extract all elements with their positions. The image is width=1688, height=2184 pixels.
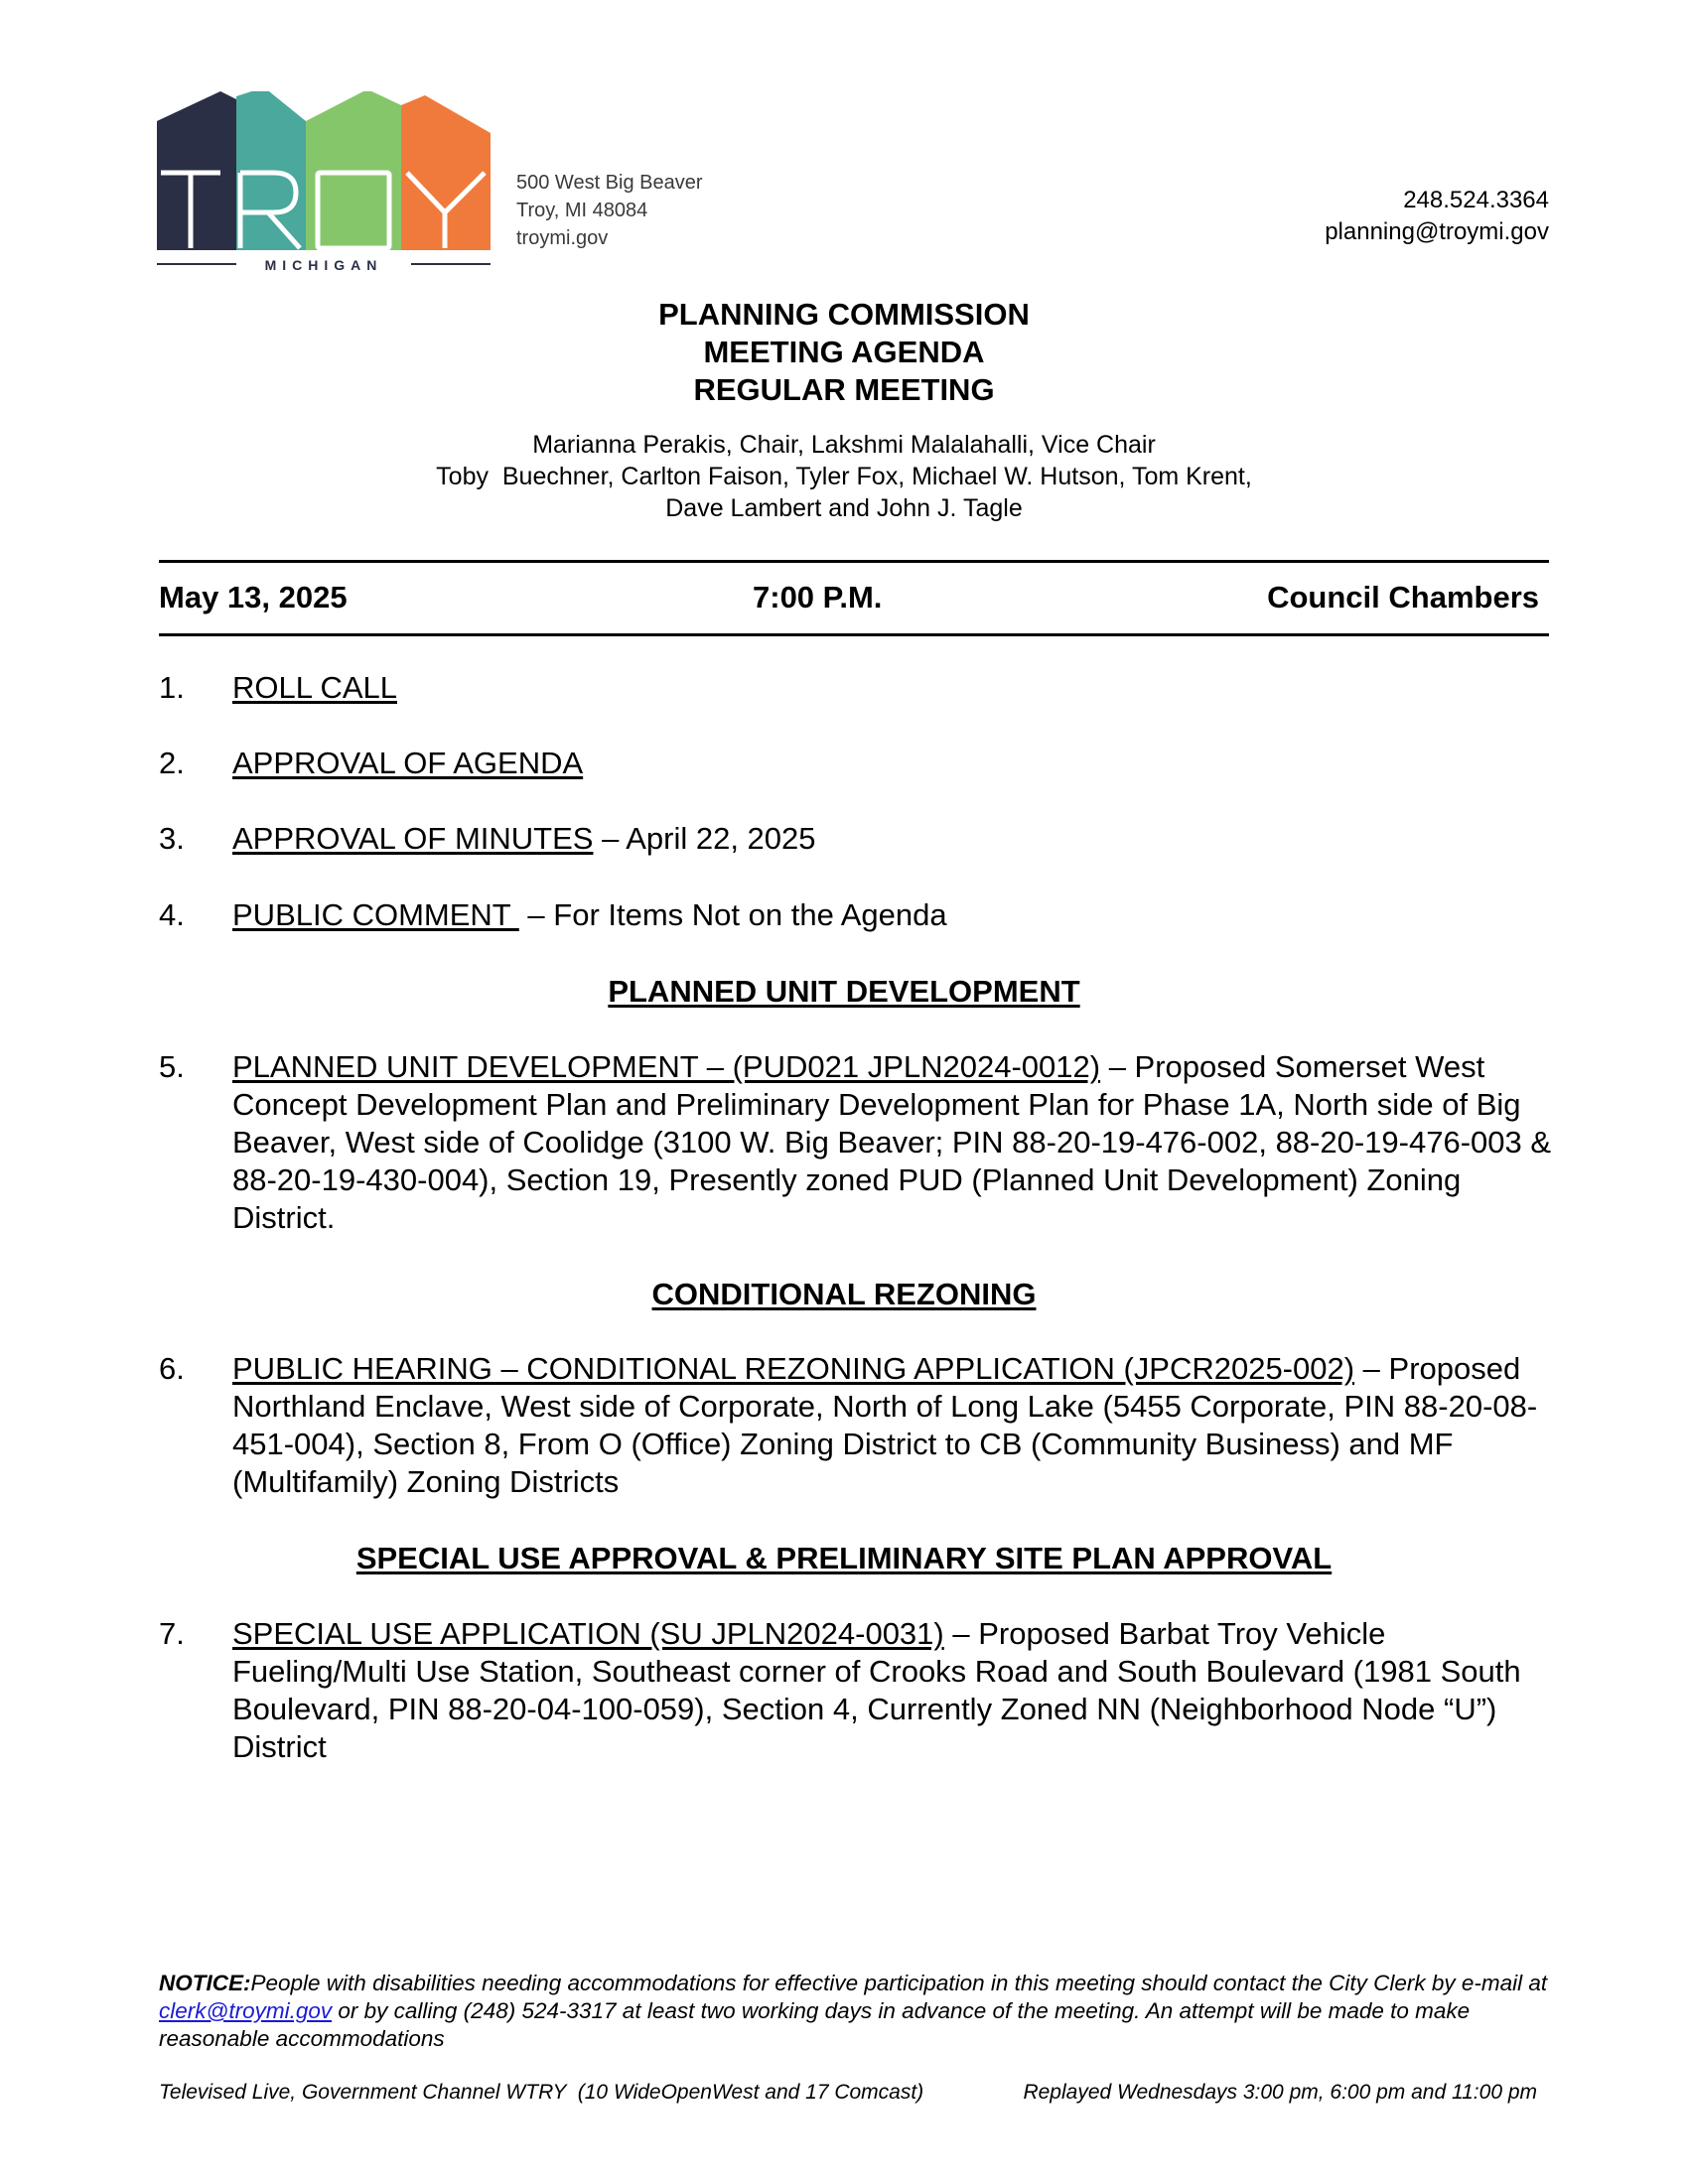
item-detail: – Proposed Somerset West Concept Development Plan and Preliminary Development Plan for Phase 1A, North side of Big Beaver, West side of Coolidge (3100 W. Big Beaver; PIN 88-20-19-476-002, 88-20-19-476-003 & 88-20-19-430-004), Section 19, Presently zoned PUD (Planned Unit Development) Zoning District. xyxy=(232,1049,1552,1235)
logo-sub-text: MICHIGAN xyxy=(264,257,383,273)
meeting-time: 7:00 P.M. xyxy=(753,580,883,614)
item-number: 6. xyxy=(159,1351,185,1386)
troy-logo xyxy=(157,91,491,275)
item-heading: PUBLIC COMMENT xyxy=(232,897,519,932)
item-number: 3. xyxy=(159,821,185,856)
contact-email: planning@troymi.gov xyxy=(1325,218,1549,245)
section-heading-pud: PLANNED UNIT DEVELOPMENT xyxy=(608,974,1080,1009)
accessibility-notice xyxy=(159,1970,1549,2053)
item-heading: APPROVAL OF AGENDA xyxy=(232,746,584,780)
title-line-2: MEETING AGENDA xyxy=(703,335,985,369)
item-number: 4. xyxy=(159,897,185,932)
members-line-1: Marianna Perakis, Chair, Lakshmi Malalahalli, Vice Chair xyxy=(532,431,1156,459)
meeting-info-row xyxy=(159,578,1539,617)
item-detail: – For Items Not on the Agenda xyxy=(518,897,947,932)
clerk-email-link[interactable]: clerk@troymi.gov xyxy=(159,1998,333,2023)
item-number: 5. xyxy=(159,1049,185,1084)
address-street: 500 West Big Beaver xyxy=(516,172,703,194)
item-heading: ROLL CALL xyxy=(232,670,397,705)
address-website: troymi.gov xyxy=(516,227,609,249)
item-detail: – Proposed Northland Enclave, West side of Corporate, North of Long Lake (5455 Corporate, PIN 88-20-08-451-004), Section 8, From O (Office) Zoning District to CB (Community Business) and MF (Multifamily) Zoning Districts xyxy=(232,1351,1538,1499)
members-line-3: Dave Lambert and John J. Tagle xyxy=(665,494,1023,522)
item-number: 1. xyxy=(159,670,185,705)
notice-text-2: or by calling (248) 524-3317 at least two working days in advance of the meeting. An attempt will be made to make reasonable accommodations xyxy=(159,1998,1471,2051)
troy-logo-graphic xyxy=(157,91,491,275)
item-heading: PUBLIC HEARING – CONDITIONAL REZONING APPLICATION (JPCR2025-002) xyxy=(232,1351,1355,1386)
item-heading: APPROVAL OF MINUTES xyxy=(232,821,594,856)
members-line-2: Toby Buechner, Carlton Faison, Tyler Fox, Michael W. Hutson, Tom Krent, xyxy=(436,463,1252,490)
contact-phone: 248.524.3364 xyxy=(1403,187,1549,213)
address-city: Troy, MI 48084 xyxy=(516,200,648,221)
agenda-title xyxy=(0,296,1688,409)
title-line-3: REGULAR MEETING xyxy=(693,372,995,407)
item-detail: – Proposed Barbat Troy Vehicle Fueling/Multi Use Station, Southeast corner of Crooks Road and South Boulevard (1981 South Boulevard, PIN 88-20-04-100-059), Section 4, Currently Zoned NN (Neighborhood Node “U”) District xyxy=(232,1616,1521,1764)
divider-bottom xyxy=(159,633,1549,636)
footer-televised: Televised Live, Government Channel WTRY (10 WideOpenWest and 17 Comcast) xyxy=(159,2081,924,2104)
meeting-location: Council Chambers xyxy=(1267,580,1539,614)
title-line-1: PLANNING COMMISSION xyxy=(658,297,1030,332)
item-number: 2. xyxy=(159,746,185,780)
item-heading: PLANNED UNIT DEVELOPMENT – (PUD021 JPLN2024-0012) xyxy=(232,1049,1101,1084)
contact-block xyxy=(1325,185,1549,248)
section-heading-rezoning: CONDITIONAL REZONING xyxy=(651,1277,1037,1311)
footer-replayed: Replayed Wednesdays 3:00 pm, 6:00 pm and 11:00 pm xyxy=(1023,2081,1537,2104)
commission-members xyxy=(0,429,1688,524)
address-block xyxy=(516,169,703,252)
item-detail: – April 22, 2025 xyxy=(593,821,816,856)
notice-text-1: People with disabilities needing accommodations for effective participation in this meeting should contact the City Clerk by e-mail at xyxy=(250,1971,1548,1995)
meeting-date: May 13, 2025 xyxy=(159,580,348,614)
notice-label: NOTICE: xyxy=(159,1971,251,1995)
item-number: 7. xyxy=(159,1616,185,1651)
section-heading-special-use: SPECIAL USE APPROVAL & PRELIMINARY SITE PLAN APPROVAL xyxy=(355,1541,1333,1575)
item-heading: SPECIAL USE APPLICATION (SU JPLN2024-0031) xyxy=(232,1616,944,1651)
divider-top xyxy=(159,560,1549,563)
